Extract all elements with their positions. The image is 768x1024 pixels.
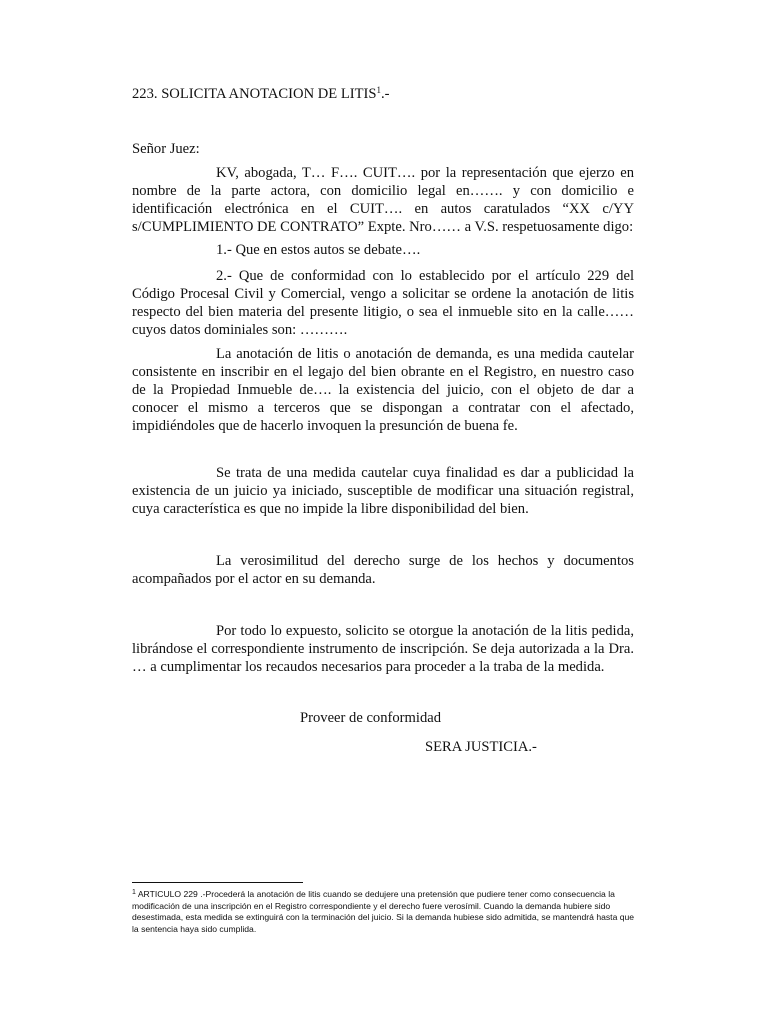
paragraph-point-1: 1.- Que en estos autos se debate…. [216, 242, 421, 258]
paragraph-introduction: KV, abogada, T… F…. CUIT…. por la representación que ejerzo en nombre de la parte actora, con domicilio legal en……. y con domicilio e identificación electrónica en el CUIT…. en autos caratulados “XX c/YY s/CUMPLIMIENTO DE CONTRATO” Expte. Nro…… a V.S. respetuosamente digo: [132, 165, 634, 235]
paragraph-point-2: 2.- Que de conformidad con lo establecido por el artículo 229 del Código Procesal Civil y Comercial, vengo a solicitar se ordene la anotación de litis respecto del bien materia del presente litigio, o sea el inmueble sito en la calle…… cuyos datos dominiales son: ………. [132, 268, 634, 338]
document-title [132, 85, 390, 103]
paragraph-purpose: Se trata de una medida cautelar cuya finalidad es dar a publicidad la existencia de un juicio ya iniciado, susceptible de modificar una situación registral, cuya característica es que no impide la libre disponibilidad del bien. [132, 465, 634, 517]
footnote-reference: 1 [376, 85, 382, 95]
footnote-separator [132, 882, 303, 883]
paragraph-request: Por todo lo expuesto, solicito se otorgue la anotación de la litis pedida, librándose el correspondiente instrumento de inscripción. Se deja autorizada a la Dra. … a cumplimentar los recaudos necesarios para proceder a la traba de la medida. [132, 623, 634, 675]
closing-line-justicia: SERA JUSTICIA.- [425, 739, 537, 755]
salutation: Señor Juez: [132, 141, 200, 157]
footnote-text: ARTICULO 229 .-Procederá la anotación de litis cuando se dedujere una pretensión que pudiere tener como consecuencia la modificación de una inscripción en el Registro correspondiente y el derecho fuere verosímil. Cuando la demanda hubiere sido desestimada, esta medida se extinguirá con la terminación del juicio. Si la demanda hubiese sido admitida, se mantendrá hasta que la sentencia haya sido cumplida. [132, 889, 635, 934]
paragraph-verisimilitude: La verosimilitud del derecho surge de los hechos y documentos acompañados por el actor en su demanda. [132, 553, 634, 587]
footnote-number: 1 [132, 889, 136, 896]
closing-line-proveer: Proveer de conformidad [300, 710, 442, 726]
footnote [132, 889, 637, 935]
document-title-text: 223. SOLICITA ANOTACION DE LITIS [132, 86, 377, 102]
document-title-suffix: .- [381, 86, 390, 102]
paragraph-definition: La anotación de litis o anotación de demanda, es una medida cautelar consistente en inscribir en el legajo del bien obrante en el Registro, en nuestro caso de la Propiedad Inmueble de…. la existencia del juicio, con el objeto de dar a conocer el mismo a terceros que se dispongan a contratar con el afectado, impidiéndoles que de hacerlo invoquen la presunción de buena fe. [132, 346, 634, 434]
